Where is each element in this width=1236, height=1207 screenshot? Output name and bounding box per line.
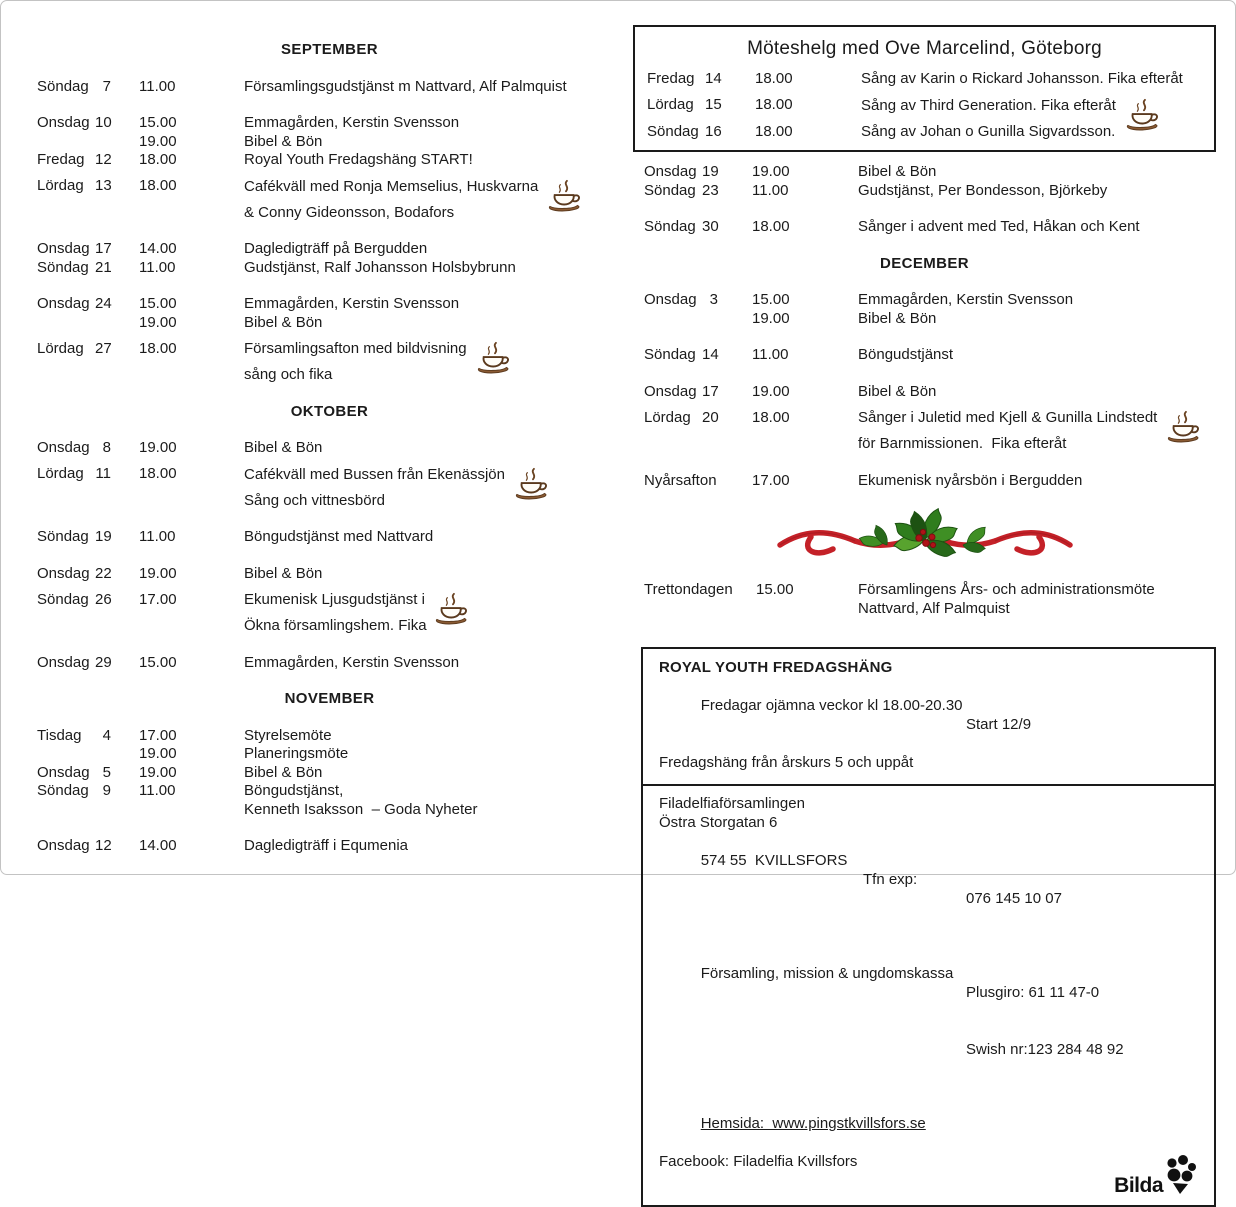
event-day: Söndag bbox=[644, 181, 696, 199]
event-text: Gudstjänst, Ralf Johansson Holsbybrunn bbox=[244, 258, 516, 276]
event-day: Söndag bbox=[37, 590, 89, 608]
event-description bbox=[244, 528, 622, 547]
schedule-row bbox=[37, 801, 622, 820]
event-text: Böngudstjänst bbox=[858, 346, 954, 363]
event-time: 11.00 bbox=[139, 77, 176, 95]
postal-address-row bbox=[659, 832, 1198, 927]
bilda-dots-icon bbox=[1160, 1153, 1200, 1197]
event-time: 18.00 bbox=[139, 339, 177, 357]
event-day: Trettondagen bbox=[644, 581, 733, 598]
event-time: 18.00 bbox=[139, 177, 177, 195]
event-day: Lördag bbox=[37, 177, 84, 195]
event-time: 19.00 bbox=[139, 439, 177, 456]
event-day: Onsdag bbox=[644, 291, 697, 308]
meeting-weekend-box bbox=[633, 25, 1216, 152]
event-time: 19.00 bbox=[139, 745, 177, 762]
event-day: Söndag bbox=[37, 528, 89, 545]
event-date-number: 20 bbox=[702, 408, 719, 426]
schedule-row bbox=[37, 295, 622, 314]
event-time: 14.00 bbox=[139, 240, 177, 257]
event-text: Bibel & Bön bbox=[858, 309, 937, 327]
schedule-row bbox=[647, 89, 1202, 123]
event-date-number: 24 bbox=[95, 295, 112, 312]
schedule-row bbox=[37, 240, 622, 259]
schedule-row bbox=[633, 472, 1216, 491]
event-day: Lördag bbox=[644, 408, 691, 426]
schedule-row bbox=[37, 727, 622, 746]
event-day: Onsdag bbox=[37, 653, 90, 671]
event-text: Bibel & Bön bbox=[244, 439, 323, 456]
event-date-number: 9 bbox=[102, 782, 111, 799]
event-date-number: 29 bbox=[95, 653, 112, 671]
phone-label: Tfn exp: bbox=[863, 871, 918, 888]
swish-number: Swish nr:123 284 48 92 bbox=[966, 1041, 1124, 1058]
event-description bbox=[244, 133, 622, 152]
month-header: NOVEMBER bbox=[284, 690, 375, 707]
event-description bbox=[244, 654, 622, 673]
schedule-row bbox=[633, 310, 1216, 329]
schedule-row bbox=[633, 435, 1216, 454]
event-description bbox=[244, 295, 622, 314]
event-description bbox=[861, 123, 1202, 142]
event-date-number: 17 bbox=[702, 382, 719, 400]
swish-row bbox=[659, 1021, 1198, 1078]
event-date-number: 8 bbox=[102, 439, 111, 456]
event-description bbox=[858, 163, 1216, 182]
event-date-number: 14 bbox=[702, 346, 719, 363]
row-spacer bbox=[633, 328, 1216, 346]
event-time: 18.00 bbox=[139, 151, 177, 168]
event-description bbox=[858, 182, 1216, 201]
event-time: 15.00 bbox=[139, 114, 177, 131]
event-text: Emmagården, Kerstin Svensson bbox=[244, 295, 460, 312]
event-description bbox=[244, 492, 622, 511]
event-time: 18.00 bbox=[752, 218, 790, 235]
event-time: 17.00 bbox=[139, 726, 177, 744]
event-description bbox=[244, 745, 622, 764]
meeting-box-title: Möteshelg med Ove Marcelind, Göteborg bbox=[747, 38, 1102, 59]
schedule-row bbox=[37, 78, 622, 97]
event-text: sång och fika bbox=[244, 366, 333, 383]
event-text: Dagledigträff i Equmenia bbox=[244, 837, 408, 854]
event-time: 19.00 bbox=[139, 564, 177, 582]
event-text: för Barnmissionen. Fika efteråt bbox=[858, 435, 1067, 452]
event-description bbox=[858, 310, 1216, 329]
schedule-row bbox=[37, 259, 622, 278]
event-date-number: 30 bbox=[702, 218, 719, 235]
event-description bbox=[858, 346, 1216, 365]
event-text: Bibel & Bön bbox=[858, 382, 937, 400]
event-time: 15.00 bbox=[756, 581, 794, 598]
epiphany-event bbox=[633, 581, 1216, 618]
event-time: 19.00 bbox=[752, 382, 790, 400]
event-day: Lördag bbox=[647, 96, 694, 114]
event-text: Cafékväll med Bussen från Ekenässjön bbox=[244, 465, 505, 483]
bilda-logo-text: Bilda bbox=[1114, 1174, 1163, 1197]
garland-row bbox=[633, 516, 1216, 568]
event-description bbox=[244, 259, 622, 278]
event-text: Sång av Karin o Rickard Johansson. Fika efteråt bbox=[861, 70, 1183, 87]
schedule-row bbox=[37, 565, 622, 584]
schedule-row bbox=[37, 114, 622, 133]
schedule-row bbox=[37, 654, 622, 673]
schedule-row bbox=[37, 151, 622, 170]
event-description bbox=[244, 204, 622, 223]
row-spacer bbox=[37, 819, 622, 837]
event-description bbox=[858, 401, 1216, 435]
schedule-row bbox=[647, 123, 1202, 142]
event-date-number: 22 bbox=[95, 564, 112, 582]
event-day: Lördag bbox=[37, 339, 84, 357]
event-description bbox=[244, 801, 622, 820]
street-address: Östra Storgatan 6 bbox=[659, 814, 778, 831]
row-spacer bbox=[37, 547, 622, 565]
event-text: Sång av Johan o Gunilla Sigvardsson. bbox=[861, 122, 1116, 140]
schedule-row bbox=[37, 439, 622, 458]
event-text: Sånger i advent med Ted, Håkan och Kent bbox=[858, 218, 1140, 235]
event-text: Emmagården, Kerstin Svensson bbox=[858, 291, 1074, 308]
event-text: Bibel & Bön bbox=[244, 564, 323, 582]
schedule-row bbox=[37, 528, 622, 547]
contact-section bbox=[643, 784, 1214, 1205]
event-text: Ökna församlingshem. Fika bbox=[244, 617, 427, 634]
event-day: Söndag bbox=[37, 258, 89, 276]
royal-youth-schedule bbox=[659, 677, 1198, 753]
schedule-row bbox=[37, 458, 622, 492]
holly-garland-icon bbox=[775, 516, 1075, 568]
event-day: Onsdag bbox=[37, 240, 90, 257]
event-description bbox=[244, 240, 622, 259]
event-description bbox=[244, 764, 622, 783]
event-text: Styrelsemöte bbox=[244, 726, 332, 744]
event-description bbox=[244, 837, 622, 856]
event-date-number: 10 bbox=[95, 114, 112, 131]
event-day: Söndag bbox=[37, 782, 89, 799]
row-spacer bbox=[37, 510, 622, 528]
event-time: 19.00 bbox=[752, 309, 790, 327]
schedule-row bbox=[37, 617, 622, 636]
event-time: 11.00 bbox=[139, 528, 176, 545]
event-description bbox=[244, 583, 622, 617]
row-spacer bbox=[633, 365, 1216, 383]
schedule-row bbox=[633, 163, 1216, 182]
event-text: Gudstjänst, Per Bondesson, Björkeby bbox=[858, 181, 1108, 199]
event-date-number: 11 bbox=[95, 465, 111, 483]
event-text: Ekumenisk nyårsbön i Bergudden bbox=[858, 471, 1083, 489]
event-text: Bibel & Bön bbox=[244, 313, 323, 331]
event-text: Församlingsafton med bildvisning bbox=[244, 339, 467, 357]
row-spacer bbox=[37, 96, 622, 114]
event-description bbox=[244, 314, 622, 333]
right-column bbox=[633, 25, 1216, 1207]
schedule-row bbox=[37, 837, 622, 856]
event-day: Onsdag bbox=[37, 564, 90, 582]
schedule-row bbox=[633, 383, 1216, 402]
event-day: Söndag bbox=[37, 77, 89, 95]
event-day: Onsdag bbox=[37, 295, 90, 312]
event-date-number: 17 bbox=[95, 240, 112, 257]
spacer bbox=[659, 1078, 1198, 1095]
event-text: Församlingsgudstjänst m Nattvard, Alf Palmquist bbox=[244, 77, 567, 95]
event-day: Onsdag bbox=[37, 439, 90, 456]
org-name: Filadelfiaförsamlingen bbox=[659, 795, 805, 812]
event-description bbox=[244, 565, 622, 584]
event-day: Nyårsafton bbox=[644, 471, 717, 489]
event-time: 15.00 bbox=[139, 295, 177, 312]
schedule-row bbox=[633, 291, 1216, 310]
event-day: Fredag bbox=[647, 70, 695, 87]
left-column bbox=[37, 41, 622, 856]
schedule-row bbox=[633, 218, 1216, 237]
row-spacer bbox=[633, 200, 1216, 218]
event-description bbox=[244, 366, 622, 385]
event-text: Bibel & Bön bbox=[244, 132, 323, 150]
event-text: Cafékväll med Ronja Memselius, Huskvarna bbox=[244, 177, 539, 195]
postal-address: 574 55 KVILLSFORS bbox=[700, 852, 848, 869]
phone-number: 076 145 10 07 bbox=[966, 890, 1062, 907]
row-spacer bbox=[37, 222, 622, 240]
event-time: 15.00 bbox=[752, 291, 790, 308]
event-day: Lördag bbox=[37, 465, 84, 483]
plusgiro-number: Plusgiro: 61 11 47-0 bbox=[966, 984, 1100, 1001]
event-day: Söndag bbox=[644, 218, 696, 235]
schedule-row bbox=[37, 133, 622, 152]
event-text: Royal Youth Fredagshäng START! bbox=[244, 151, 473, 168]
schedule-row bbox=[37, 366, 622, 385]
event-description bbox=[244, 782, 622, 801]
event-description bbox=[858, 383, 1216, 402]
event-time: 19.00 bbox=[139, 763, 177, 781]
schedule-row bbox=[633, 401, 1216, 435]
event-text: Böngudstjänst, bbox=[244, 782, 344, 799]
event-text: Dagledigträff på Bergudden bbox=[244, 240, 428, 257]
event-date-number: 14 bbox=[705, 70, 722, 87]
accounts-row bbox=[659, 945, 1198, 1021]
event-time: 19.00 bbox=[752, 163, 790, 180]
info-box bbox=[641, 647, 1216, 1207]
event-time: 17.00 bbox=[752, 471, 790, 489]
event-date-number: 12 bbox=[95, 151, 112, 168]
event-time: 19.00 bbox=[139, 313, 177, 331]
schedule-row bbox=[37, 332, 622, 366]
schedule-row bbox=[37, 745, 622, 764]
event-time: 11.00 bbox=[139, 258, 176, 276]
event-day: Onsdag bbox=[37, 837, 90, 854]
event-text: Emmagården, Kerstin Svensson bbox=[244, 114, 460, 131]
event-day: Onsdag bbox=[644, 382, 697, 400]
schedule-row bbox=[633, 182, 1216, 201]
kassa-label: Församling, mission & ungdomskassa bbox=[700, 965, 954, 982]
royal-youth-age: Fredagshäng från årskurs 5 och uppåt bbox=[659, 754, 914, 771]
event-time: 19.00 bbox=[139, 132, 177, 150]
event-day: Fredag bbox=[37, 151, 85, 168]
event-day: Onsdag bbox=[644, 163, 697, 180]
event-time: 14.00 bbox=[139, 837, 177, 854]
schedule-row bbox=[37, 492, 622, 511]
row-spacer bbox=[633, 454, 1216, 472]
event-time: 11.00 bbox=[752, 346, 789, 363]
event-date-number: 19 bbox=[95, 528, 112, 545]
event-date-number: 16 bbox=[705, 122, 722, 140]
event-day: Tisdag bbox=[37, 726, 82, 744]
event-date-number: 3 bbox=[709, 291, 718, 308]
event-text: Ekumenisk Ljusgudstjänst i bbox=[244, 590, 425, 608]
facebook-row: Facebook: Filadelfia Kvillsfors bbox=[659, 1153, 858, 1170]
royal-youth-times: Fredagar ojämna veckor kl 18.00-20.30 bbox=[700, 697, 963, 714]
event-description bbox=[861, 70, 1202, 89]
event-time: 18.00 bbox=[755, 122, 793, 140]
event-date-number: 26 bbox=[95, 590, 112, 608]
event-description bbox=[244, 617, 622, 636]
event-text: Sånger i Juletid med Kjell & Gunilla Lindstedt bbox=[858, 408, 1158, 426]
royal-youth-title: ROYAL YOUTH FREDAGSHÄNG bbox=[659, 659, 893, 676]
website-row bbox=[659, 1095, 1198, 1152]
event-description bbox=[244, 114, 622, 133]
event-description bbox=[244, 727, 622, 746]
event-text: Emmagården, Kerstin Svensson bbox=[244, 653, 460, 671]
schedule-row bbox=[37, 170, 622, 204]
event-day: Söndag bbox=[644, 346, 696, 363]
event-description bbox=[858, 435, 1216, 454]
schedule-row bbox=[37, 314, 622, 333]
schedule-row bbox=[37, 782, 622, 801]
royal-youth-start-date: Start 12/9 bbox=[966, 716, 1032, 733]
event-date-number: 15 bbox=[705, 96, 722, 114]
event-date-number: 27 bbox=[95, 339, 112, 357]
schedule-row bbox=[633, 346, 1216, 365]
event-time: 11.00 bbox=[139, 782, 176, 799]
bilda-logo bbox=[1114, 1153, 1200, 1197]
month-header: OKTOBER bbox=[290, 402, 369, 420]
row-spacer bbox=[37, 636, 622, 654]
month-header: SEPTEMBER bbox=[281, 41, 378, 58]
event-time: 11.00 bbox=[752, 181, 789, 199]
event-description bbox=[244, 439, 622, 458]
event-date-number: 13 bbox=[95, 177, 112, 195]
event-date-number: 5 bbox=[102, 763, 111, 781]
royal-youth-section bbox=[643, 649, 1214, 784]
event-description bbox=[244, 170, 622, 204]
schedule-row bbox=[647, 70, 1202, 89]
event-description bbox=[244, 151, 622, 170]
event-description bbox=[244, 458, 622, 492]
event-time: 15.00 bbox=[139, 653, 177, 671]
event-text: Kenneth Isaksson – Goda Nyheter bbox=[244, 800, 478, 818]
event-description bbox=[858, 472, 1216, 491]
event-description bbox=[858, 218, 1216, 237]
schedule-row bbox=[633, 581, 1216, 600]
event-time: 18.00 bbox=[139, 465, 177, 483]
event-text: Bibel & Bön bbox=[858, 163, 937, 180]
event-text: Bibel & Bön bbox=[244, 763, 323, 781]
event-date-number: 21 bbox=[95, 258, 112, 276]
website-link[interactable]: Hemsida: www.pingstkvillsfors.se bbox=[700, 1115, 926, 1132]
event-text: Böngudstjänst med Nattvard bbox=[244, 528, 434, 545]
event-description bbox=[244, 78, 622, 97]
event-day: Onsdag bbox=[37, 114, 90, 131]
month-header: DECEMBER bbox=[879, 254, 970, 272]
event-date-number: 4 bbox=[102, 726, 111, 744]
schedule-row bbox=[633, 600, 1216, 619]
event-description: Församlingens Års- och administrationsmöte bbox=[858, 581, 1155, 598]
event-description bbox=[861, 89, 1202, 123]
schedule-row bbox=[37, 583, 622, 617]
event-time: 18.00 bbox=[755, 70, 793, 87]
event-day: Söndag bbox=[647, 122, 699, 140]
event-description bbox=[244, 332, 622, 366]
event-description bbox=[858, 291, 1216, 310]
event-time: 18.00 bbox=[752, 408, 790, 426]
right-rows bbox=[633, 163, 1216, 490]
event-date-number: 23 bbox=[702, 181, 719, 199]
event-text: Sång och vittnesbörd bbox=[244, 491, 385, 509]
event-time: 17.00 bbox=[139, 590, 177, 608]
meeting-box-rows bbox=[647, 70, 1202, 141]
schedule-row bbox=[37, 764, 622, 783]
event-text: & Conny Gideonsson, Bodafors bbox=[244, 203, 455, 221]
event-text: Sång av Third Generation. Fika efteråt bbox=[861, 96, 1116, 114]
schedule-row bbox=[37, 204, 622, 223]
event-time: 18.00 bbox=[755, 96, 793, 114]
event-description: Nattvard, Alf Palmquist bbox=[858, 599, 1010, 617]
event-text: Planeringsmöte bbox=[244, 745, 349, 762]
event-day: Onsdag bbox=[37, 763, 90, 781]
row-spacer bbox=[37, 277, 622, 295]
event-date-number: 12 bbox=[95, 837, 112, 854]
event-date-number: 19 bbox=[702, 163, 719, 180]
event-date-number: 7 bbox=[102, 77, 111, 95]
spacer bbox=[659, 927, 1198, 945]
